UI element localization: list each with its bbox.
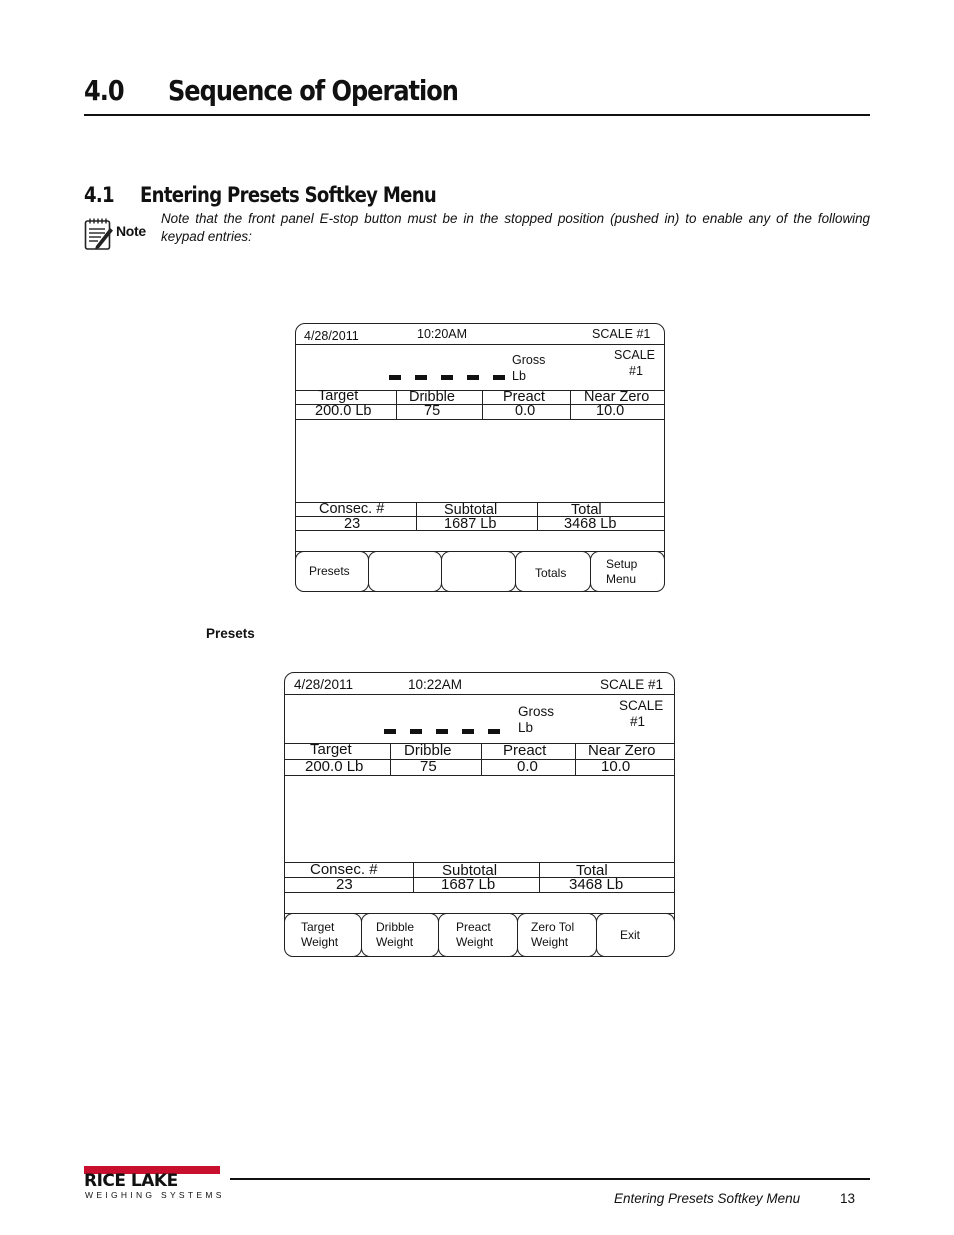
header-preact: Preact <box>503 389 545 405</box>
softkey-setup-menu-label: Setup Menu <box>606 556 638 586</box>
note-text: Note that the front panel E-stop button must be in the stopped position (pushed in) to enable any of the following keypad entries: <box>161 211 870 244</box>
softkey-preact-weight-label: Preact Weight <box>456 920 494 949</box>
value-target: 200.0 Lb <box>305 758 364 775</box>
header-consec: Consec. # <box>310 861 378 878</box>
value-target: 200.0 Lb <box>315 403 372 419</box>
softkey-target-weight[interactable] <box>284 913 362 957</box>
header-dribble: Dribble <box>404 742 452 759</box>
value-subtotal: 1687 Lb <box>441 876 496 893</box>
logo-tagline: WEIGHING SYSTEMS <box>85 1190 225 1200</box>
value-consec: 23 <box>344 516 361 532</box>
softkey-target-weight-label: Target Weight <box>301 920 339 949</box>
value-dribble: 75 <box>420 758 437 775</box>
value-total: 3468 Lb <box>569 876 624 893</box>
scale-id-line1: SCALE <box>614 348 655 362</box>
softkey-dribble-weight[interactable] <box>361 913 439 957</box>
value-near-zero: 10.0 <box>601 758 631 775</box>
value-consec: 23 <box>336 876 353 893</box>
unit-label: Lb <box>518 720 534 735</box>
time-label: 10:22AM <box>408 677 463 692</box>
value-preact: 0.0 <box>517 758 538 775</box>
section-title: Entering Presets Softkey Menu <box>140 183 437 207</box>
softkey-blank-3[interactable] <box>441 551 516 592</box>
chapter-number: 4.0 <box>84 74 124 107</box>
chapter-title: Sequence of Operation <box>168 74 458 107</box>
softkey-dribble-weight-label: Dribble Weight <box>376 920 415 949</box>
value-near-zero: 10.0 <box>596 403 625 419</box>
softkey-presets[interactable] <box>295 551 369 592</box>
logo-wordmark: RICE LAKE <box>84 1171 178 1191</box>
header-subtotal: Subtotal <box>442 862 498 879</box>
header-subtotal: Subtotal <box>444 502 498 518</box>
header-total: Total <box>576 862 608 879</box>
footer-title: Entering Presets Softkey Menu <box>614 1191 801 1206</box>
softkey-caption: Presets <box>206 626 255 641</box>
header-target: Target <box>310 741 352 758</box>
header-preact: Preact <box>503 742 547 759</box>
gross-mode-label: Gross <box>518 704 555 719</box>
softkey-blank-2[interactable] <box>368 551 442 592</box>
softkey-exit[interactable] <box>596 913 675 957</box>
scale-header: SCALE #1 <box>600 677 664 692</box>
page-number: 13 <box>840 1191 856 1206</box>
footer-rule <box>230 1178 870 1180</box>
value-preact: 0.0 <box>515 403 536 419</box>
display-screen-presets <box>284 672 675 957</box>
chapter-heading <box>84 72 870 116</box>
date-label: 4/28/2011 <box>304 329 359 343</box>
header-dribble: Dribble <box>409 389 455 405</box>
value-total: 3468 Lb <box>564 516 617 532</box>
softkey-totals[interactable] <box>515 551 591 592</box>
unit-label: Lb <box>512 369 526 383</box>
value-dribble: 75 <box>424 403 441 419</box>
value-subtotal: 1687 Lb <box>444 516 497 532</box>
section-number: 4.1 <box>84 183 114 207</box>
softkey-preact-weight[interactable] <box>438 913 518 957</box>
weight-readout <box>389 375 505 380</box>
display-screen-main <box>295 323 665 592</box>
softkey-exit-label: Exit <box>620 927 641 942</box>
header-consec: Consec. # <box>319 501 385 517</box>
weight-readout <box>384 729 500 734</box>
time-label: 10:20AM <box>417 327 468 341</box>
note-label: Note <box>116 223 146 239</box>
header-target: Target <box>318 388 359 404</box>
note-pad-icon <box>84 217 114 251</box>
header-near-zero: Near Zero <box>584 389 650 405</box>
header-total: Total <box>571 502 602 518</box>
scale-id-line2: #1 <box>629 364 643 378</box>
softkey-totals-label: Totals <box>535 566 567 580</box>
scale-header: SCALE #1 <box>592 327 651 341</box>
header-near-zero: Near Zero <box>588 742 656 759</box>
softkey-presets-label: Presets <box>309 564 350 578</box>
gross-mode-label: Gross <box>512 353 546 367</box>
date-label: 4/28/2011 <box>294 677 354 692</box>
scale-id-line1: SCALE <box>619 698 664 713</box>
softkey-zero-tol-weight[interactable] <box>517 913 597 957</box>
softkey-setup-menu[interactable] <box>590 551 665 592</box>
softkey-zero-tol-weight-label: Zero Tol Weight <box>531 920 575 949</box>
scale-id-line2: #1 <box>630 714 646 729</box>
